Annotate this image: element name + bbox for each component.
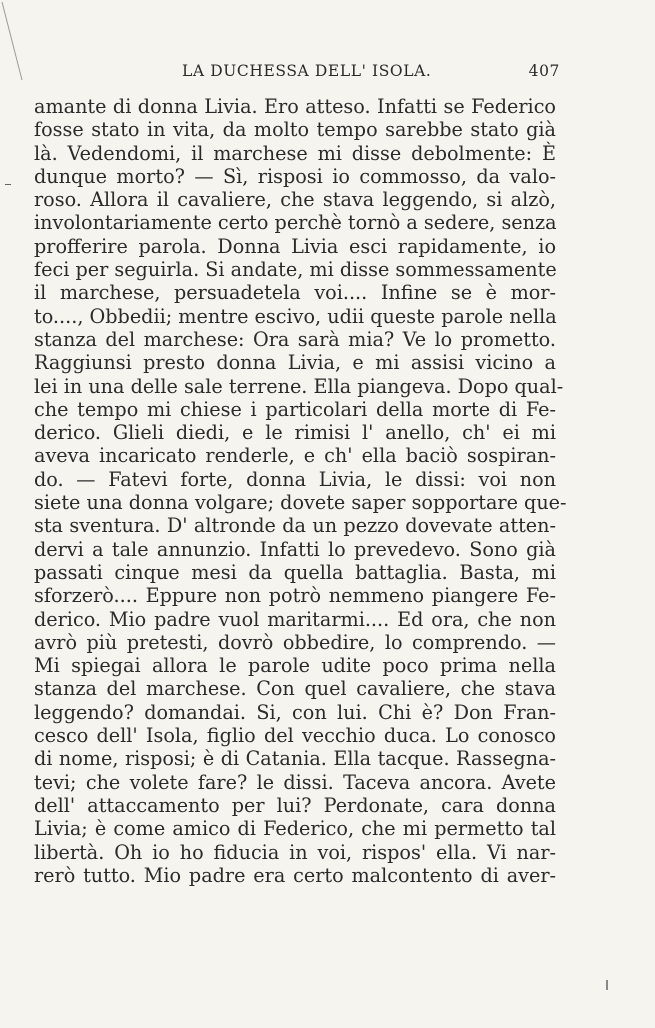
- text-line: il marchese, persuadetela voi.... Infine se è mor-: [34, 281, 556, 305]
- text-line: aveva incaricato renderle, e ch' ella baciò sospiran-: [34, 444, 556, 468]
- text-line: che tempo mi chiese i particolari della morte di Fe-: [34, 397, 556, 421]
- text-line: libertà. Oh io ho fiducia in voi, rispos' ella. Vi nar-: [34, 840, 556, 864]
- text-line: sta sventura. D' altronde da un pezzo dovevate atten-: [34, 514, 556, 538]
- text-line: tevi; che volete fare? le dissi. Taceva ancora. Avete: [34, 770, 556, 794]
- text-line: to...., Obbedii; mentre escivo, udii queste parole nella: [34, 304, 557, 328]
- body-text: [34, 95, 567, 887]
- text-line: lei in una delle sale terrene. Ella piangeva. Dopo qual-: [34, 374, 564, 398]
- text-line: siete una donna volgare; dovete saper sopportare que-: [34, 491, 567, 515]
- text-line: dervi a tale annunzio. Infatti lo prevedevo. Sono già: [34, 537, 556, 561]
- text-line: dunque morto? — Sì, risposi io commosso, da valo-: [34, 164, 556, 188]
- text-line: dell' attaccamento per lui? Perdonate, cara donna: [34, 793, 556, 817]
- page-number: 407: [528, 62, 560, 80]
- text-line: sforzerò.... Eppure non potrò nemmeno piangere Fe-: [34, 584, 556, 608]
- foot-mark: [606, 980, 608, 990]
- text-line: amante di donna Livia. Ero atteso. Infatti se Federico: [34, 95, 556, 118]
- text-line: là. Vedendomi, il marchese mi disse debolmente: È: [34, 141, 556, 165]
- text-line: stanza del marchese. Con quel cavaliere, che stava: [34, 677, 556, 701]
- text-line: derico. Glieli diedi, e le rimisi l' anello, ch' ei mi: [34, 421, 556, 445]
- text-line: profferire parola. Donna Livia esci rapidamente, io: [34, 234, 556, 258]
- text-line: Livia; è come amico di Federico, che mi permetto tal: [34, 817, 556, 841]
- text-line: leggendo? domandai. Si, con lui. Chi è? Don Fran-: [34, 700, 556, 724]
- text-line: derico. Mio padre vuol maritarmi.... Ed ora, che non: [34, 607, 556, 631]
- running-title: LA DUCHESSA DELL' ISOLA.: [182, 62, 432, 80]
- text-line: avrò più pretesti, dovrò obbedire, lo comprendo. —: [34, 630, 556, 654]
- text-line: do. — Fatevi forte, donna Livia, le dissi: voi non: [34, 467, 556, 491]
- margin-mark: [5, 184, 11, 185]
- text-line: Raggiunsi presto donna Livia, e mi assisi vicino a: [34, 351, 556, 375]
- text-line: di nome, risposi; è di Catania. Ella tacque. Rassegna-: [34, 747, 556, 771]
- text-line: fosse stato in vita, da molto tempo sarebbe stato già: [34, 118, 556, 142]
- text-line: feci per seguirla. Si andate, mi disse sommessamente: [34, 258, 557, 282]
- text-line: passati cinque mesi da quella battaglia. Basta, mi: [34, 560, 556, 584]
- text-line: rerò tutto. Mio padre era certo malcontento di aver-: [34, 863, 556, 887]
- text-line: cesco dell' Isola, figlio del vecchio duca. Lo conosco: [34, 724, 556, 748]
- text-line: roso. Allora il cavaliere, che stava leggendo, si alzò,: [34, 188, 556, 212]
- running-header: [150, 62, 560, 86]
- text-line: Mi spiegai allora le parole udite poco prima nella: [34, 654, 556, 678]
- text-line: stanza del marchese: Ora sarà mia? Ve lo prometto.: [34, 327, 556, 351]
- text-line: involontariamente certo perchè tornò a sedere, senza: [34, 211, 557, 235]
